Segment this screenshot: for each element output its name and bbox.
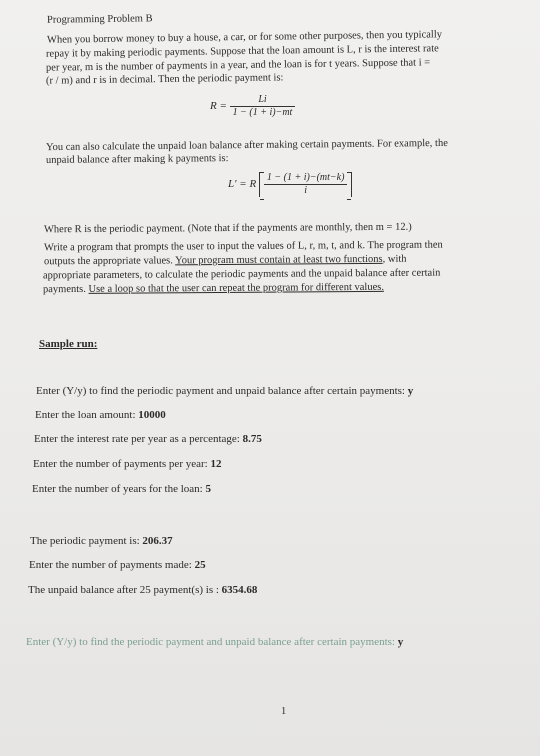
sample-prompt-1: Enter (Y/y) to find the periodic payment and unpaid balance after certain payments:: [36, 385, 408, 397]
formula1-denominator: 1 − (1 + i)−mt: [232, 107, 293, 118]
unpaid-line-2: unpaid balance after making k payments is:: [45, 153, 229, 166]
formula-periodic-payment: [210, 94, 295, 119]
formula-unpaid-balance: [228, 172, 352, 197]
formula1-numerator: Li: [230, 94, 296, 107]
sample-value-4: 12: [210, 458, 222, 470]
sample-value-7: 25: [194, 559, 206, 571]
write-line-2a: outputs the appropriate values.: [43, 255, 173, 268]
write-line-4: [43, 281, 384, 297]
sample-line-7: [29, 559, 206, 571]
sample-prompt-7: Enter the number of payments made:: [29, 559, 195, 571]
formula1-lhs: R =: [210, 100, 227, 113]
sample-prompt-2: Enter the loan amount:: [35, 409, 139, 421]
sample-value-2: 10000: [138, 409, 166, 421]
sample-value-9: y: [397, 636, 404, 648]
intro-line-4: (r / m) and r is in decimal. Then the periodic payment is:: [45, 72, 284, 87]
write-line-3: appropriate parameters, to calculate the periodic payments and the unpaid balance after certain: [42, 267, 441, 282]
sample-value-5: 5: [205, 483, 211, 495]
sample-value-6: 206.37: [142, 535, 173, 547]
where-line: Where R is the periodic payment. (Note that if the payments are monthly, then m = 12.): [43, 221, 412, 236]
intro-line-3: per year, m is the number of payments in a year, and the loan is for t years. Suppose that i =: [45, 57, 431, 74]
sample-run-heading: Sample run:: [39, 338, 98, 350]
write-line-4a: payments.: [42, 283, 86, 296]
sample-line-6: [30, 535, 173, 547]
page-number: 1: [281, 706, 287, 717]
sample-prompt-9: Enter (Y/y) to find the periodic payment and unpaid balance after certain payments:: [26, 636, 398, 648]
sample-prompt-4: Enter the number of payments per year:: [33, 458, 211, 470]
sample-prompt-5: Enter the number of years for the loan:: [32, 483, 206, 495]
formula2-bracket: [259, 172, 353, 197]
requirement-functions: Your program must contain at least two functions: [175, 253, 383, 267]
sample-line-2: [35, 409, 166, 421]
sample-line-8: [28, 584, 257, 596]
sample-line-4: [33, 458, 221, 470]
sample-value-3: 8.75: [242, 433, 262, 445]
sample-line-1: [36, 385, 413, 397]
sample-line-9: [26, 636, 403, 648]
formula2-denominator: i: [304, 185, 308, 196]
sample-prompt-8: The unpaid balance after 25 payment(s) is :: [28, 584, 222, 596]
sample-value-1: y: [407, 385, 414, 397]
sample-prompt-6: The periodic payment is:: [30, 535, 143, 547]
problem-title: Programming Problem B: [46, 13, 153, 26]
formula2-fraction: [264, 172, 348, 197]
sample-line-5: [32, 483, 211, 495]
unpaid-line-1: You can also calculate the unpaid loan balance after making certain payments. For example, the: [45, 137, 448, 154]
formula2-numerator: 1 − (1 + i)−(mt−k): [264, 172, 348, 185]
intro-line-1: When you borrow money to buy a house, a car, or for some other purposes, then you typically: [46, 29, 443, 46]
intro-line-2: repay it by making periodic payments. Suppose that the loan amount is L, r is the interest rate: [45, 43, 439, 60]
sample-value-8: 6354.68: [221, 584, 258, 596]
sample-line-3: [34, 433, 262, 445]
requirement-loop: Use a loop so that the user can repeat the program for different values.: [88, 281, 384, 295]
formula1-fraction: [230, 94, 296, 119]
sample-prompt-3: Enter the interest rate per year as a percentage:: [34, 433, 243, 445]
write-line-1: Write a program that prompts the user to input the values of L, r, m, t, and k. The program then: [43, 239, 443, 254]
write-line-2c: , with: [382, 253, 407, 265]
formula2-lhs: L′ = R: [228, 178, 257, 191]
